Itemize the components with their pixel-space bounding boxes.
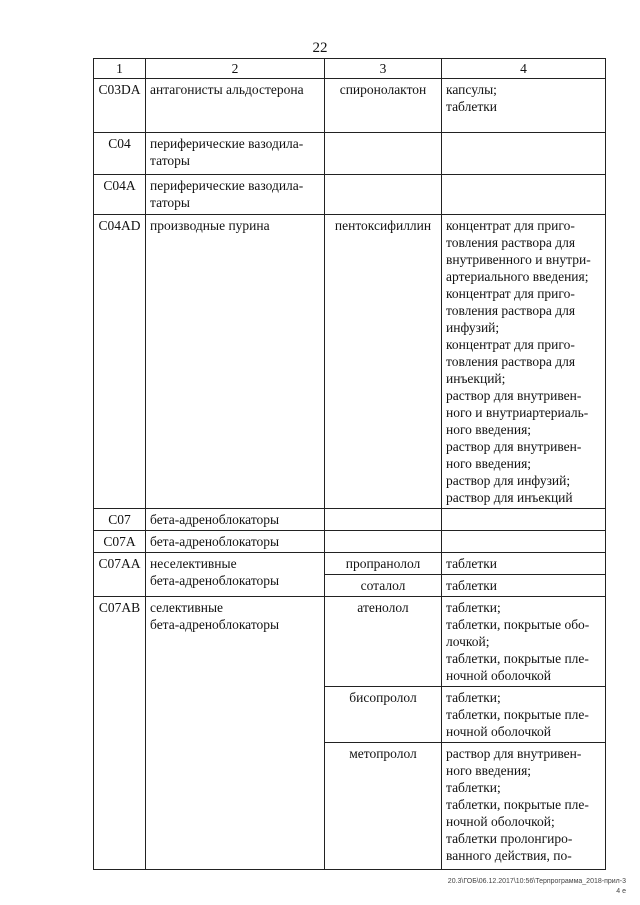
footer-path: 20.3\ГОБ\06.12.2017\10:56\Терпрограмма_2018-прил-3 xyxy=(447,878,626,885)
group-name: периферические вазодила- таторы xyxy=(146,175,325,215)
group-name: селективные бета-адреноблокаторы xyxy=(146,597,325,870)
page-number: 22 xyxy=(312,40,328,56)
table-row xyxy=(94,133,606,175)
dosage-forms: таблетки; таблетки, покрытые обо- лочкой; таблетки, покрытые пле- ночной оболочкой xyxy=(442,597,606,687)
drug-name: спиронолактон xyxy=(325,79,442,133)
dosage-forms: капсулы; таблетки xyxy=(442,79,606,133)
header-cell: 4 xyxy=(442,59,606,79)
table-row xyxy=(94,509,606,531)
group-name: периферические вазодила- таторы xyxy=(146,133,325,175)
dosage-forms: раствор для внутривен- ного введения; таблетки; таблетки, покрытые пле- ночной оболочкой; таблетки пролонгиро- ванного действия, по- xyxy=(442,743,606,870)
atc-code: C04AD xyxy=(94,215,146,509)
dosage-forms: таблетки xyxy=(442,575,606,597)
drug-name: соталол xyxy=(325,575,442,597)
header-row xyxy=(94,59,606,79)
table-row xyxy=(94,597,606,687)
drug-name: бисопролол xyxy=(325,687,442,743)
header-cell: 2 xyxy=(146,59,325,79)
group-name: неселективные бета-адреноблокаторы xyxy=(146,553,325,597)
atc-code: C07 xyxy=(94,509,146,531)
drug-name: пропранолол xyxy=(325,553,442,575)
footer-note: 4 е xyxy=(616,888,626,895)
group-name: производные пурина xyxy=(146,215,325,509)
atc-code: C04 xyxy=(94,133,146,175)
drug-name: метопролол xyxy=(325,743,442,870)
atc-code: C07AB xyxy=(94,597,146,870)
table-row xyxy=(94,79,606,133)
table-row xyxy=(94,215,606,509)
atc-code: C03DA xyxy=(94,79,146,133)
group-name: антагонисты альдостерона xyxy=(146,79,325,133)
dosage-forms: таблетки xyxy=(442,553,606,575)
group-name: бета-адреноблокаторы xyxy=(146,531,325,553)
dosage-forms: таблетки; таблетки, покрытые пле- ночной оболочкой xyxy=(442,687,606,743)
atc-code: C07AA xyxy=(94,553,146,597)
dosage-forms: концентрат для приго- товления раствора для внутривенного и внутри- артериального введения; концентрат для приго- товления раствора для инфузий; концентрат для приго- товления раствора для инъекций; раствор для внутривен- ного и внутриартериаль- ного введения; раствор для внутривен- ного введения; раствор для инфузий; раствор для инъекций xyxy=(442,215,606,509)
header-cell: 1 xyxy=(94,59,146,79)
drug-table xyxy=(93,58,606,870)
atc-code: C07A xyxy=(94,531,146,553)
table-row xyxy=(94,553,606,575)
group-name: бета-адреноблокаторы xyxy=(146,509,325,531)
drug-name: атенолол xyxy=(325,597,442,687)
header-cell: 3 xyxy=(325,59,442,79)
table-row xyxy=(94,175,606,215)
atc-code: C04A xyxy=(94,175,146,215)
drug-name: пентоксифиллин xyxy=(325,215,442,509)
table-row xyxy=(94,531,606,553)
document-footer xyxy=(448,877,626,897)
